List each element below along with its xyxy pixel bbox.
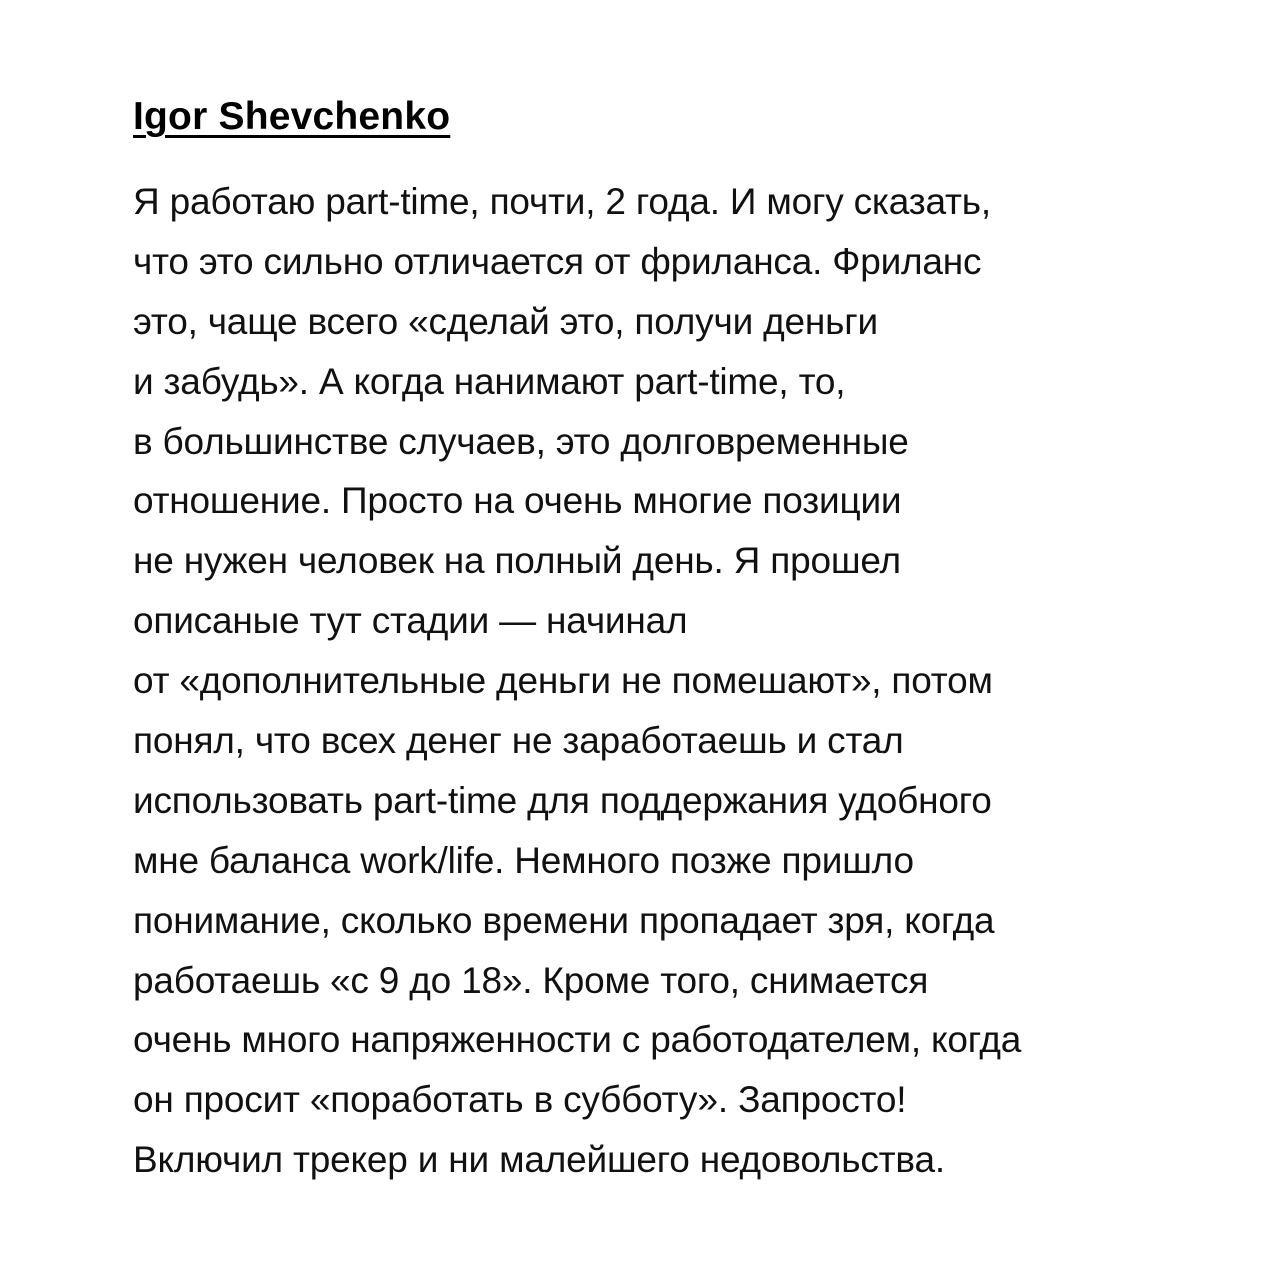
quote-line: Включил трекер и ни малейшего недовольства. — [133, 1139, 945, 1181]
quote-line: в большинстве случаев, это долговременные — [133, 420, 909, 462]
quote-line: отношение. Просто на очень многие позиции — [133, 480, 902, 522]
quote-line: это, чаще всего «сделай это, получи деньги — [133, 300, 878, 342]
quote-line: понимание, сколько времени пропадает зря, когда — [133, 899, 995, 941]
quote-line: использовать part-time для поддержания удобного — [133, 779, 992, 821]
author-name: Igor Shevchenko — [133, 95, 451, 138]
quote-line: от «дополнительные деньги не помешают», потом — [133, 660, 993, 702]
quote-line: не нужен человек на полный день. Я прошел — [133, 540, 901, 582]
quote-line: и забудь». А когда нанимают part-time, то, — [133, 360, 846, 402]
quote-line: мне баланса work/life. Немного позже пришло — [133, 839, 914, 881]
quote-line: что это сильно отличается от фриланса. Фриланс — [133, 240, 982, 282]
quote-line: понял, что всех денег не заработаешь и стал — [133, 720, 904, 762]
quote-line: очень много напряженности с работодателем, когда — [133, 1019, 1022, 1061]
quote-line: Я работаю part-time, почти, 2 года. И могу сказать, — [133, 181, 991, 222]
quote-line: описаные тут стадии — начинал — [133, 600, 688, 642]
quote-text — [133, 172, 1021, 1190]
quote-line: работаешь «с 9 до 18». Кроме того, снимается — [133, 959, 929, 1001]
quote-line: он просит «поработать в субботу». Запросто! — [133, 1079, 907, 1121]
